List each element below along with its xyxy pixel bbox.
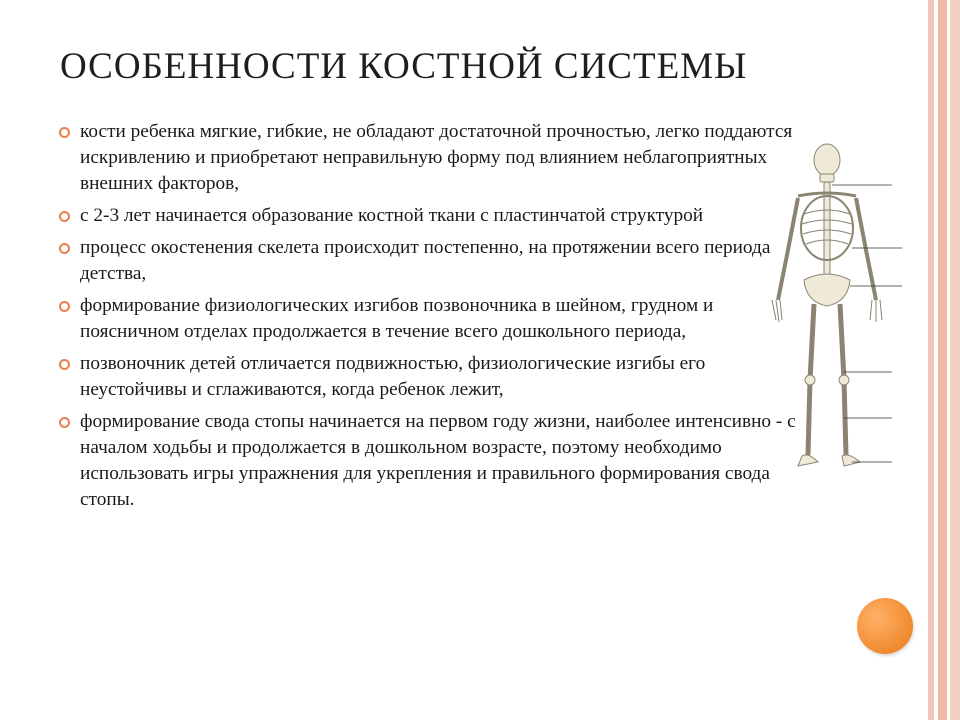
bullet-marker-icon — [59, 211, 70, 222]
bullet-text: позвоночник детей отличается подвижностью, физиологические изгибы его неустойчивы и сглаживаются, когда ребенок лежит, — [80, 353, 706, 400]
bullet-marker-icon — [59, 417, 70, 428]
bullet-item — [58, 409, 798, 513]
bullet-text: формирование физиологических изгибов позвоночника в шейном, грудном и поясничном отделах продолжается в течение всего дошкольного периода, — [80, 295, 714, 342]
bullet-text: с 2-3 лет начинается образование костной ткани с пластинчатой структурой — [80, 205, 704, 226]
bullet-text: формирование свода стопы начинается на первом году жизни, наиболее интенсивно - с началом ходьбы и продолжается в дошкольном возрасте, поэтому необходимо использовать игры упражнения для укрепления и правильного формирования свода стопы. — [80, 411, 796, 510]
bullet-item — [58, 203, 798, 229]
bullet-item — [58, 235, 798, 287]
bullet-marker-icon — [59, 243, 70, 254]
bullet-text: кости ребенка мягкие, гибкие, не обладают достаточной прочностью, легко поддаются искривлению и приобретают неправильную форму под влиянием неблагоприятных внешних факторов, — [80, 121, 793, 194]
bullet-item — [58, 293, 798, 345]
decor-stripe-3 — [938, 0, 947, 720]
decor-circle — [857, 598, 913, 654]
decor-stripe-5 — [950, 0, 960, 720]
bullet-marker-icon — [59, 359, 70, 370]
bullet-text: процесс окостенения скелета происходит постепенно, на протяжении всего периода детства, — [80, 237, 771, 284]
bullet-marker-icon — [59, 127, 70, 138]
bullet-marker-icon — [59, 301, 70, 312]
bullet-list — [58, 119, 798, 519]
bullet-item — [58, 119, 798, 197]
bullet-item — [58, 351, 798, 403]
skeleton-illustration-icon — [752, 140, 922, 485]
slide-title: ОСОБЕННОСТИ КОСТНОЙ СИСТЕМЫ — [60, 46, 748, 87]
